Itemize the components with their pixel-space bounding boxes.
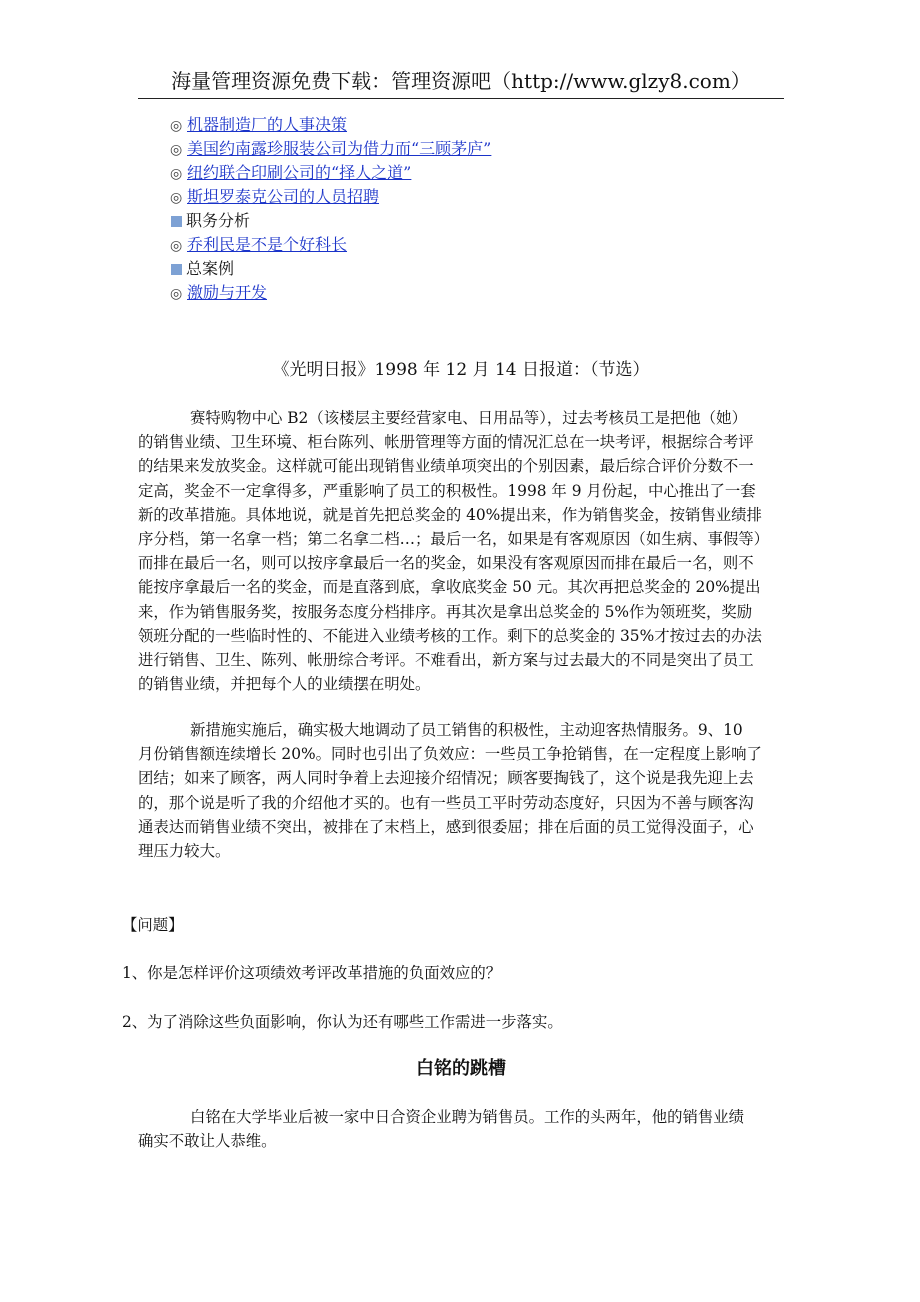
text-line: 赛特购物中心 B2（该楼层主要经营家电、日用品等），过去考核员工是把他（她） [190,409,747,427]
section-title: 白铭的跳槽 [416,1058,506,1079]
double-circle-icon: ◎ [170,238,183,254]
text-line: 能按序拿最后一名的奖金，而是直落到底，拿收底奖金 50 元。其次再把总奖金的 20%提出 [138,578,761,597]
toc-link[interactable]: 斯坦罗泰克公司的人员招聘 [187,187,380,206]
text-line: 团结；如来了顾客，两人同时争着上去迎接介绍情况；顾客要掏钱了，这个说是我先迎上去 [138,769,754,788]
text-line: 领班分配的一些临时性的、不能进入业绩考核的工作。剩下的总奖金的 35%才按过去的办法 [138,626,762,645]
toc-link[interactable]: 机器制造厂的人事决策 [187,115,348,134]
text-line: 来，作为销售服务奖，按服务态度分档排序。再其次是拿出总奖金的 5%作为领班奖，奖励 [138,602,753,621]
section-paragraph [138,1105,800,1153]
toc-item-2[interactable] [170,137,770,161]
text-line: 月份销售额连续增长 20%。同时也引出了负效应：一些员工争抢销售，在一定程度上影响了 [138,745,762,764]
text-line: 白铭在大学毕业后被一家中日合资企业聘为销售员。工作的头两年，他的销售业绩 [190,1108,745,1126]
toc-link[interactable]: 激励与开发 [187,283,268,302]
text-line: 进行销售、卫生、陈列、帐册综合考评。不难看出，新方案与过去最大的不同是突出了员工 [138,650,754,669]
text-line: 通表达而销售业绩不突出，被排在了末档上，感到很委屈；排在后面的员工觉得没面子，心 [138,817,754,836]
square-bullet-icon [171,264,182,275]
text-line: 新的改革措施。具体地说，就是首先把总奖金的 40%提出来，作为销售奖金，按销售业绩排 [138,505,762,524]
double-circle-icon: ◎ [170,190,183,206]
toc-item-8[interactable] [170,281,770,305]
toc-item-3[interactable] [170,161,770,185]
toc-link[interactable]: 纽约联合印刷公司的“择人之道” [187,163,412,182]
double-circle-icon: ◎ [170,142,183,158]
article-paragraph-1 [138,406,800,696]
double-circle-icon: ◎ [170,118,183,134]
toc-section-label: 职务分析 [186,211,251,230]
question-2: 2、为了消除这些负面影响，你认为还有哪些工作需进一步落实。 [122,1013,563,1031]
text-line: 理压力较大。 [138,841,231,860]
double-circle-icon: ◎ [170,286,183,302]
article-title: 《光明日报》1998 年 12 月 14 日报道：（节选） [272,360,650,380]
article-paragraph-2 [138,718,800,863]
text-line: 的结果来发放奖金。这样就可能出现销售业绩单项突出的个别因素，最后综合评价分数不一 [138,457,754,476]
toc-section-general-cases [170,257,770,281]
square-bullet-icon [171,216,182,227]
case-index [170,113,770,305]
double-circle-icon: ◎ [170,166,183,182]
questions-heading: 【问题】 [122,916,184,934]
text-line: 而排在最后一名，则可以按序拿最后一名的奖金，如果没有客观原因而排在最后一名，则不 [138,554,754,573]
text-line: 的，那个说是听了我的介绍他才买的。也有一些员工平时劳动态度好，只因为不善与顾客沟 [138,793,754,812]
toc-item-6[interactable] [170,233,770,257]
toc-item-1[interactable] [170,113,770,137]
toc-link[interactable]: 美国约南露珍服装公司为借力而“三顾茅庐” [187,139,492,158]
question-1: 1、你是怎样评价这项绩效考评改革措施的负面效应的？ [122,964,502,982]
text-line: 确实不敢让人恭维。 [138,1132,277,1151]
text-line: 定高，奖金不一定拿得多，严重影响了员工的积极性。1998 年 9 月份起，中心推出了一套 [138,481,756,500]
text-line: 序分档，第一名拿一档；第二名拿二档…；最后一名，如果是有客观原因（如生病、事假等） [138,529,770,548]
toc-item-4[interactable] [170,185,770,209]
toc-link[interactable]: 乔利民是不是个好科长 [187,235,348,254]
text-line: 的销售业绩，并把每个人的业绩摆在明处。 [138,675,431,694]
toc-section-label: 总案例 [186,259,235,278]
toc-section-job-analysis [170,209,770,233]
text-line: 的销售业绩、卫生环境、柜台陈列、帐册管理等方面的情况汇总在一块考评，根据综合考评 [138,433,754,452]
page-header [138,66,784,99]
text-line: 新措施实施后，确实极大地调动了员工销售的积极性，主动迎客热情服务。9、10 [190,721,743,739]
header-text: 海量管理资源免费下载：管理资源吧（http://www.glzy8.com） [171,69,751,93]
